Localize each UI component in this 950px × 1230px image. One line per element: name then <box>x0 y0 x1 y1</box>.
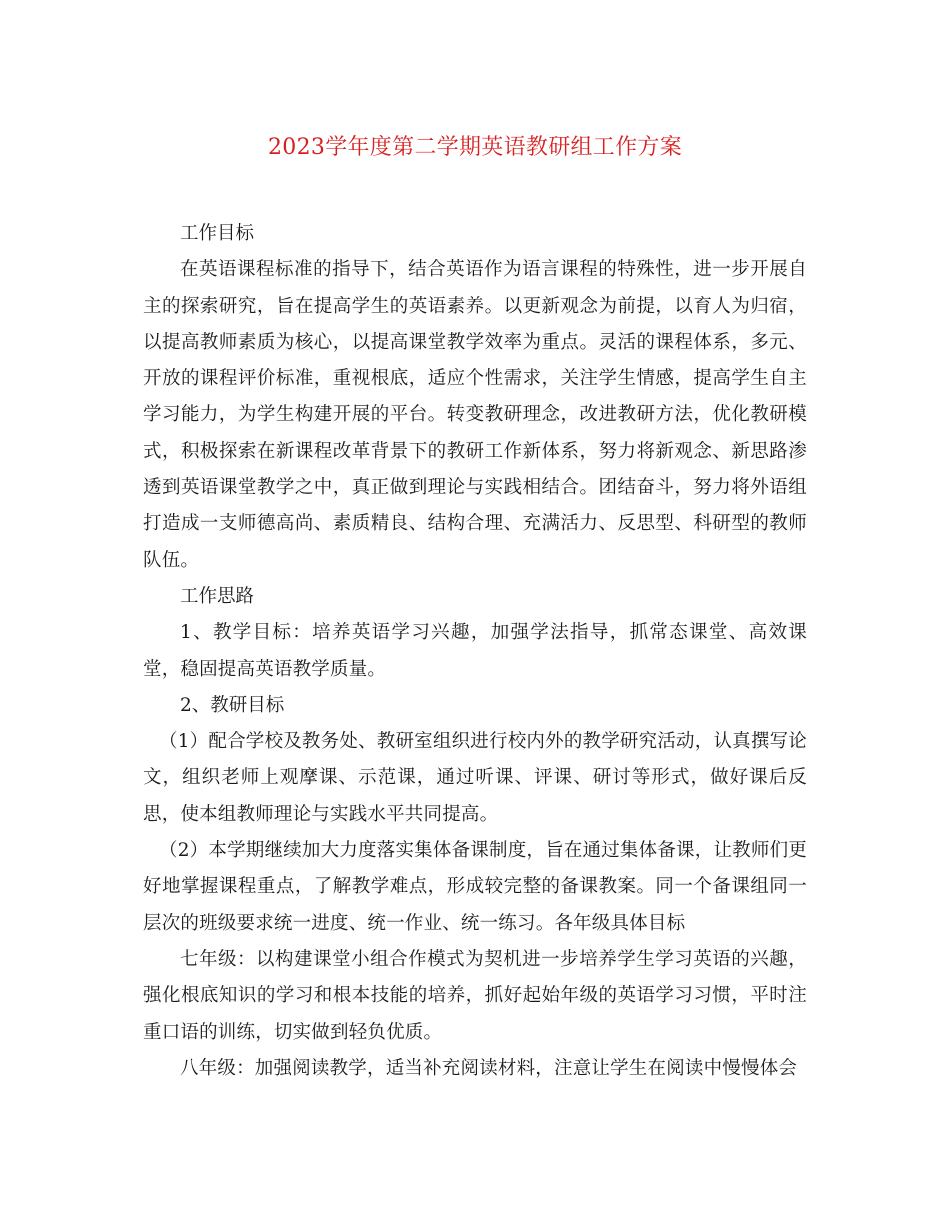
grade-7-goal: 七年级：以构建课堂小组合作模式为契机进一步培养学生学习英语的兴趣，强化根底知识的学习和根本技能的培养，抓好起始年级的英语学习习惯，平时注重口语的训练，切实做到轻负优质。 <box>143 948 807 1043</box>
document-body <box>143 216 807 1087</box>
grade-8-goal: 八年级：加强阅读教学，适当补充阅读材料，注意让学生在阅读中慢慢体会 <box>180 1057 798 1079</box>
item-research-goal-1: （1）配合学校及教务处、教研室组织进行校内外的教学研究活动，认真撰写论文，组织老师上观摩课、示范课，通过听课、评课、研讨等形式，做好课后反思，使本组教师理论与实践水平共同提高。 <box>143 731 807 825</box>
item-research-goal-2: （2）本学期继续加大力度落实集体备课制度，旨在通过集体备课，让教师们更好地掌握课程重点，了解教学难点，形成较完整的备课教案。同一个备课组同一层次的班级要求统一进度、统一作业、统一练习。各年级具体目标 <box>143 840 807 934</box>
goals-paragraph: 在英语课程标准的指导下，结合英语作为语言课程的特殊性，进一步开展自主的探索研究，旨在提高学生的英语素养。以更新观念为前提，以育人为归宿，以提高教师素质为核心，以提高课堂教学效率为重点。灵活的课程体系，多元、开放的课程评价标准，重视根底，适应个性需求，关注学生情感，提高学生自主学习能力，为学生构建开展的平台。转变教研理念，改进教研方法，优化教研模式，积极探索在新课程改革背景下的教研工作新体系，努力将新观念、新思路渗透到英语课堂教学之中，真正做到理论与实践相结合。团结奋斗，努力将外语组打造成一支师德高尚、素质精良、结构合理、充满活力、反思型、科研型的教师队伍。 <box>143 259 807 571</box>
item-teaching-goal: 1、教学目标：培养英语学习兴趣，加强学法指导，抓常态课堂、高效课堂，稳固提高英语教学质量。 <box>143 622 807 680</box>
section-heading-goals: 工作目标 <box>180 223 255 244</box>
document-title: 2023学年度第二学期英语教研组工作方案 <box>268 135 682 160</box>
section-heading-ideas: 工作思路 <box>180 585 255 607</box>
item-research-goal-heading: 2、教研目标 <box>180 694 285 716</box>
